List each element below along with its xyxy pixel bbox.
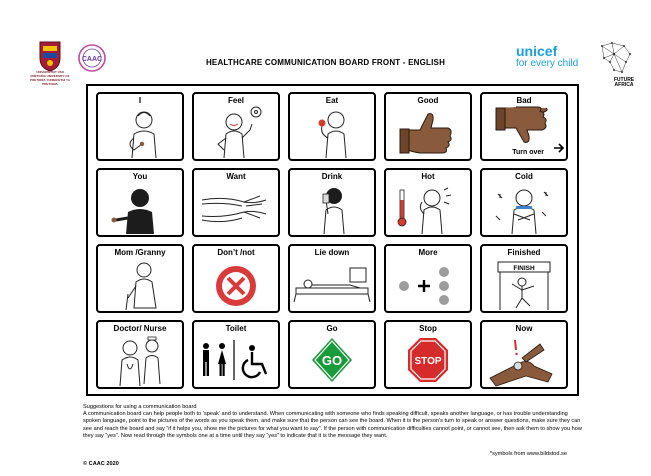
symbol-card-bad[interactable]: [480, 92, 568, 161]
copyright-notice: © CAAC 2020: [83, 461, 119, 467]
stop-sign-text: STOP: [414, 356, 442, 367]
doctor-nurse-icon: [98, 334, 182, 387]
symbol-label: Cold: [515, 172, 533, 181]
symbol-card-eat[interactable]: [288, 92, 376, 161]
symbol-label: Bad: [516, 96, 532, 105]
person-cold-icon: [482, 182, 566, 235]
symbol-label: You: [132, 172, 148, 181]
unicef-tagline: for every child: [516, 58, 579, 69]
person-pointing-you-icon: [98, 182, 182, 235]
symbol-label: Good: [417, 96, 439, 105]
symbols-credit: *symbols from www.bildstod.se: [489, 451, 567, 457]
page-title: HEALTHCARE COMMUNICATION BOARD FRONT - ENGLISH: [205, 58, 446, 67]
symbol-label: More: [418, 248, 438, 257]
symbol-label: Now: [515, 324, 533, 333]
prohibited-icon: [194, 258, 278, 311]
symbol-label: Feel: [227, 96, 244, 105]
instructions-heading: Suggestions for using a communication board: [83, 404, 197, 410]
symbol-label: Go: [326, 324, 338, 333]
symbol-card-doctor-nurse[interactable]: [96, 320, 184, 389]
future-africa-text: FUTURE AFRICA: [613, 77, 635, 88]
person-feeling-icon: [194, 106, 278, 159]
symbol-label: Lie down: [314, 248, 350, 257]
symbol-card-more[interactable]: [384, 244, 472, 313]
go-sign-text: GO: [321, 353, 343, 368]
symbol-label: Toilet: [225, 324, 247, 333]
symbol-card-you[interactable]: [96, 168, 184, 237]
person-hot-icon: [386, 182, 470, 235]
usage-instructions: [83, 404, 583, 440]
university-logo-text: UNIVERSITEIT VAN PRETORIA UNIVERSITY OF PRETORIA YUNIBESITHI YA PRETORIA: [30, 70, 70, 86]
page-header: [0, 0, 651, 88]
symbol-card-lie-down[interactable]: [288, 244, 376, 313]
symbol-label: Hot: [421, 172, 435, 181]
symbol-label: Mom /Granny: [114, 248, 166, 257]
future-africa-logo: [596, 40, 636, 76]
symbol-card-hot[interactable]: [384, 168, 472, 237]
person-drinking-icon: [290, 182, 374, 235]
symbol-label: Want: [226, 172, 246, 181]
toilet-icon: [194, 334, 278, 387]
communication-board: [86, 84, 579, 396]
symbol-label: Finished: [507, 248, 541, 257]
symbol-label: Stop: [419, 324, 437, 333]
symbol-label: Drink: [321, 172, 343, 181]
symbol-card-feel[interactable]: [192, 92, 280, 161]
symbol-card-good[interactable]: [384, 92, 472, 161]
symbol-card-drink[interactable]: [288, 168, 376, 237]
symbol-card-mom-granny[interactable]: [96, 244, 184, 313]
person-lying-down-icon: [290, 258, 374, 311]
symbol-label: I: [138, 96, 142, 105]
unicef-logo: [516, 44, 596, 70]
open-hands-icon: [194, 182, 278, 235]
symbol-card-stop[interactable]: [384, 320, 472, 389]
instructions-body: A communication board can help people both to ‘speak’ and to understand. When communicating with someone who finds speaking difficult, speaks another language, or has trouble understanding spoken language, point to the pictures of the words as you speak them, and make sure that the person can see the board. When it is the person’s turn to speak or answer questions, make sure they can see and reach the board and say “if it helps you, show me the pictures for what you want to say”. If the person with communication difficulties cannot point, or cannot see, then ask them to show you how they say “yes”. Now read through the symbols one at a time until they say “yes” to indicate that it is the message they want.: [83, 411, 582, 439]
go-sign-icon: [290, 334, 374, 387]
symbol-card-now[interactable]: [480, 320, 568, 389]
unicef-name: unicef: [516, 43, 558, 59]
person-pointing-self-icon: [98, 106, 182, 159]
finish-line-icon: [482, 258, 566, 311]
wristwatch-now-icon: [482, 334, 566, 387]
symbol-label: Don’t /not: [217, 248, 255, 257]
symbol-label: Eat: [325, 96, 339, 105]
turn-over-note: Turn over: [512, 149, 544, 156]
finish-sign-text: FINISH: [513, 265, 535, 272]
symbol-card-want[interactable]: [192, 168, 280, 237]
university-of-pretoria-logo: [38, 40, 62, 72]
symbol-label: Doctor/ Nurse: [113, 324, 167, 333]
symbol-card-toilet[interactable]: [192, 320, 280, 389]
caac-logo-text: CAAC: [81, 56, 103, 63]
grandmother-icon: [98, 258, 182, 311]
symbol-card-dont-not[interactable]: [192, 244, 280, 313]
person-eating-icon: [290, 106, 374, 159]
symbol-card-go[interactable]: [288, 320, 376, 389]
thumbs-up-icon: [386, 106, 470, 159]
stop-sign-icon: [386, 334, 470, 387]
symbol-card-i[interactable]: [96, 92, 184, 161]
symbol-card-finished[interactable]: [480, 244, 568, 313]
more-plus-icon: [386, 258, 470, 311]
symbol-card-cold[interactable]: [480, 168, 568, 237]
